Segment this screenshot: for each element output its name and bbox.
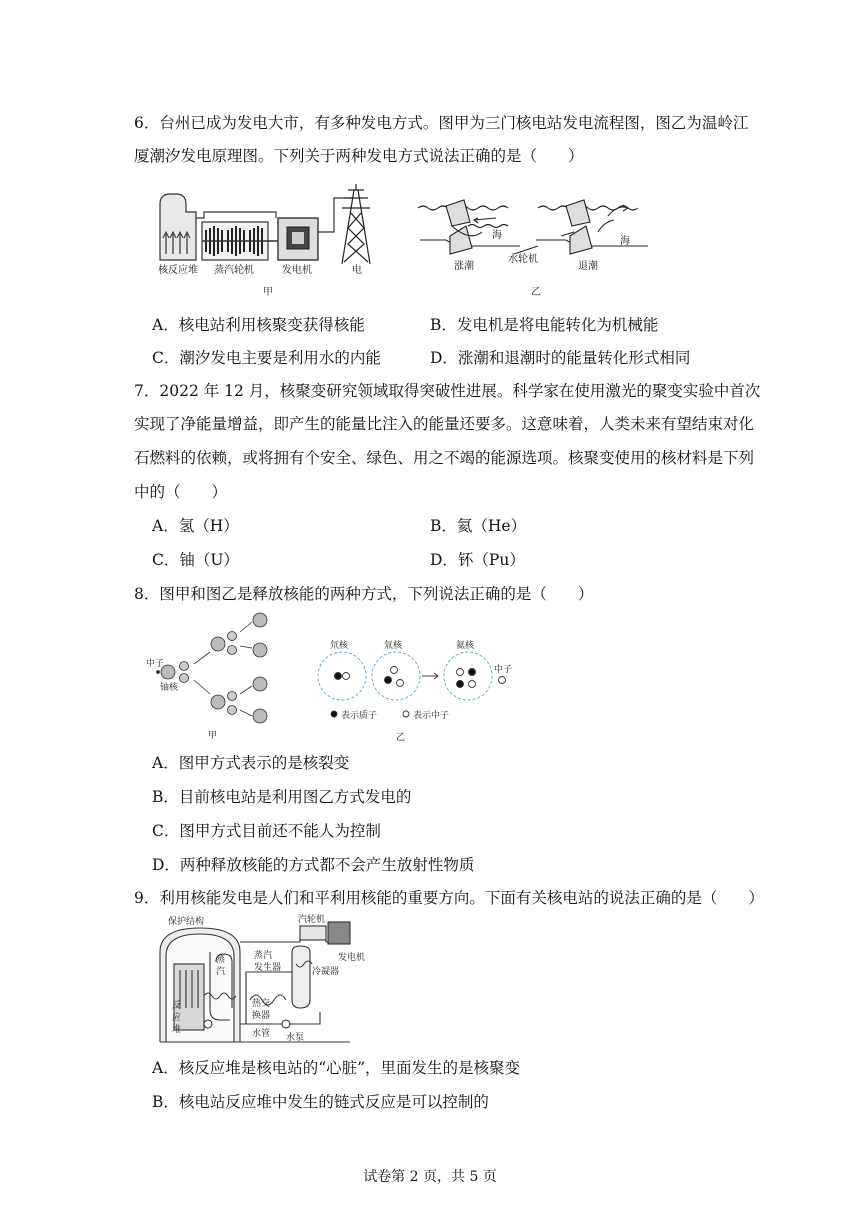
q6-figure-jia [156,182,406,298]
power-tower-icon [342,184,370,264]
q6-option-a[interactable]: A．核电站利用核聚变获得核能 [152,316,365,334]
caption-yi: 乙 [396,733,406,743]
tide-rising-icon [418,200,520,254]
label-protect: 保护结构 [168,917,205,927]
label-reactor: 核反应堆 [158,265,198,276]
label-reactor-3: 堆 [172,1025,182,1035]
caption-jia: 甲 [208,731,218,741]
q9-option-a[interactable]: A．核反应堆是核电站的“心脏”，里面发生的是核聚变 [152,1059,521,1077]
label-generator: 发电机 [338,953,366,963]
label-heat-exchanger-b: 换器 [252,1011,271,1021]
label-condenser: 冷凝器 [312,967,340,977]
q6-option-d[interactable]: D．涨潮和退潮时的能量转化形式相同 [430,349,691,367]
q7-stem-line2: 实现了净能量增益，即产生的能量比注入的能量还要多。这意味着，人类未来有望结束对化 [134,415,755,433]
label-steam-gen-a: 蒸汽 [254,951,273,961]
nuclear-plant-diagram-icon [160,922,350,1042]
q8-option-a[interactable]: A．图甲方式表示的是核裂变 [152,754,350,772]
q7-stem-line3: 石燃料的依赖，或将拥有个安全、绿色、用之不竭的能源选项。核聚变使用的核材料是下列 [134,449,755,467]
legend-neutron: 表示中子 [413,711,450,721]
label-uranium: 铀核 [160,683,179,693]
fission-chain-icon [157,613,268,723]
label-tritium: 氚核 [384,641,403,651]
q6-stem-line1: 6．台州已成为发电大市，有多种发电方式。图甲为三门核电站发电流程图，图乙为温岭江 [134,114,749,132]
label-neutron-out: 中子 [494,665,513,675]
label-turbine: 蒸汽轮机 [214,265,254,276]
q7-option-a[interactable]: A．氢（H） [152,517,239,535]
page-footer: 试卷第 2 页，共 5 页 [363,1169,497,1185]
q6-option-c[interactable]: C．潮汐发电主要是利用水的内能 [152,349,381,367]
q9-stem-line1: 9．利用核能发电是人们和平利用核能的重要方向。下面有关核电站的说法正确的是（ ） [134,889,764,907]
q8-figure-yi [310,632,530,744]
q6-stem-line2: 厦潮汐发电原理图。下列关于两种发电方式说法正确的是（ ） [134,147,584,165]
label-neutron: 中子 [146,659,165,669]
label-heat-exchanger-a: 热交 [252,999,271,1009]
q8-option-c[interactable]: C．图甲方式目前还不能人为控制 [152,822,381,840]
label-water-turbine: 水轮机 [508,254,538,265]
label-generator: 发电机 [282,265,312,276]
label-turbine: 汽轮机 [298,915,326,925]
label-pipe: 水管 [252,1029,271,1039]
tide-falling-icon [536,200,648,254]
label-steam-gen-b: 发生器 [254,963,282,973]
label-deuterium: 氘核 [330,641,349,651]
nuclear-reactor-icon [160,194,196,260]
legend-proton: 表示质子 [341,711,378,721]
generator-icon [278,218,318,260]
caption-yi: 乙 [531,287,541,296]
q8-figure-jia [140,610,285,742]
fusion-diagram-icon [318,652,506,717]
label-sea-1: 海 [492,230,502,241]
q7-option-c[interactable]: C．铀（U） [152,551,239,569]
caption-jia: 甲 [263,287,273,298]
label-electricity: 电 [352,265,362,276]
label-rising-tide: 涨潮 [454,261,474,272]
q7-stem-line4: 中的（ ） [134,483,228,501]
q8-option-d[interactable]: D．两种释放核能的方式都不会产生放射性物质 [152,856,475,874]
label-falling-tide: 退潮 [578,261,598,272]
label-sea-2: 海 [620,236,630,247]
label-reactor-1: 反 [172,1001,182,1011]
q9-figure-nuclear-plant [150,912,380,1046]
label-steam-2: 汽 [216,967,226,977]
q6-figure-yi [416,196,656,296]
q7-option-b[interactable]: B．氦（He） [430,517,527,535]
q7-option-d[interactable]: D．钚（Pu） [430,551,525,569]
label-reactor-2: 应 [172,1013,182,1023]
q6-option-b[interactable]: B．发电机是将电能转化为机械能 [430,316,659,334]
label-helium: 氦核 [456,641,475,651]
q7-stem-line1: 7．2022 年 12 月，核聚变研究领域取得突破性进展。科学家在使用激光的聚变实验中首次 [134,382,761,400]
q8-stem-line1: 8．图甲和图乙是释放核能的两种方式，下列说法正确的是（ ） [134,585,594,603]
q9-option-b[interactable]: B．核电站反应堆中发生的链式反应是可以控制的 [152,1093,489,1111]
label-steam-1: 蒸 [216,955,226,965]
q8-option-b[interactable]: B．目前核电站是利用图乙方式发电的 [152,788,412,806]
steam-turbine-icon [202,222,278,260]
label-pump: 水泵 [286,1033,305,1043]
